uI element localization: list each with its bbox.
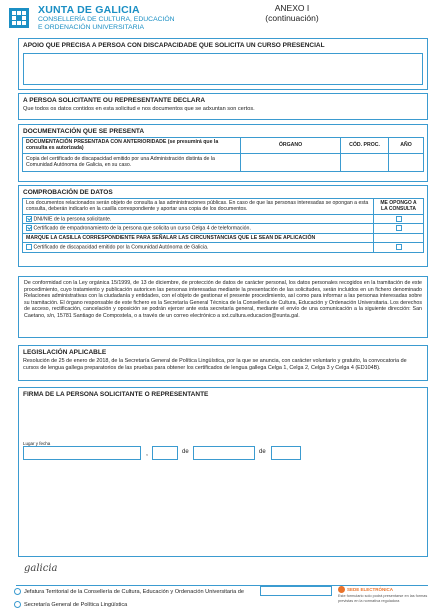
year-input[interactable]: [271, 446, 301, 460]
annex-title: ANEXO I: [274, 3, 310, 13]
declaration-section: [18, 93, 428, 120]
recipient-label: Secretaría General de Política Lingüística: [24, 601, 128, 608]
recipient-option-2[interactable]: [14, 601, 127, 608]
oppose-cell: [374, 243, 424, 253]
doc-organ-cell[interactable]: [241, 153, 341, 171]
documentation-table: [22, 137, 424, 172]
data-check-intro: Los documentos relacionados serán objeto de consulta a las administraciones públicas. En caso de que las personas interesadas se opongan a esta consulta, deberán indicarlo en la casilla correspondiente y aportar una copia de los documentos.: [23, 199, 374, 215]
circumstance-item: [23, 243, 374, 253]
recipient-option-1[interactable]: [14, 588, 244, 595]
circumstances-title: MARQUE LA CASILLA CORRESPONDIENTE PARA SEÑALAR LAS CIRCUNSTANCIAS QUE LE SEAN DE APLICACIÓN: [23, 233, 374, 242]
doc-header-year: AÑO: [389, 138, 424, 154]
declaration-text: Que todos os datos contidos en esta solicitud e nos documentos que se adxuntan son certos.: [23, 106, 255, 112]
de-separator: de: [259, 449, 266, 455]
privacy-section: [18, 276, 428, 338]
circumstance-checkbox[interactable]: [26, 244, 32, 250]
disability-support-section: [18, 38, 428, 90]
brand-block: [38, 4, 175, 31]
department-line-1: CONSELLERÍA DE CULTURA, EDUCACIÓN: [38, 16, 175, 23]
section-title: DOCUMENTACIÓN QUE SE PRESENTA: [23, 128, 145, 135]
recipient-label: Jefatura Territorial de la Consellería de Cultura, Educación y Ordenación Universitaria de: [24, 588, 245, 595]
oppose-checkbox-disability[interactable]: [396, 244, 402, 250]
data-check-item-label: DNI/NIE de la persona solicitante.: [33, 215, 112, 222]
section-title: APOIO QUE PRECISA A PERSOA CON DISCAPACIDADE QUE SOLICITA UN CURSO PRESENCIAL: [23, 42, 325, 49]
data-check-item-label: Certificado de empadronamiento de la persona que solicita un curso Celga 4 de teleformación.: [33, 225, 251, 232]
legislation-text: Resolución de 25 de enero de 2018, de la Secretaría General de Política Lingüística, por la que se anuncia, con carácter voluntario y gratuito, la convocatoria de cursos de lengua gallega preparatorios de las pruebas para obtener los certificados de lengua gallega Celga 1, Celga 2, Celga 3 y Celga 4 (ED104B).: [23, 358, 407, 371]
oppose-checkbox-empadronamiento[interactable]: [396, 225, 402, 231]
checked-checkbox[interactable]: [26, 216, 32, 222]
oppose-cell: [374, 214, 424, 224]
comma-separator: ,: [146, 450, 148, 457]
doc-header-organ: ÓRGANO: [241, 138, 341, 154]
checked-checkbox[interactable]: [26, 225, 32, 231]
signature-section: [18, 387, 428, 557]
section-title: COMPROBACIÓN DE DATOS: [23, 189, 113, 196]
day-input[interactable]: [152, 446, 178, 460]
territorial-head-input[interactable]: [260, 586, 332, 596]
disability-support-input[interactable]: [23, 53, 423, 85]
electronic-office-block: [338, 586, 434, 603]
section-title: FIRMA DE LA PERSONA SOLICITANTE O REPRESENTANTE: [23, 391, 209, 398]
xunta-crest-icon: [8, 6, 30, 30]
electronic-office-title: SEDE ELECTRÓNICA: [347, 587, 394, 592]
galicia-logo: galicia: [24, 563, 58, 574]
doc-row-label: Copia del certificado de discapacidad emitido por una Administración distinta de la Comunidad Autónoma de Galicia, en su caso.: [23, 153, 241, 171]
doc-header-proc-code: CÓD. PROC.: [341, 138, 389, 154]
legislation-section: [18, 345, 428, 381]
recipient-radio-2[interactable]: [14, 601, 21, 608]
oppose-header: ME OPONGO A LA CONSULTA: [374, 199, 424, 215]
oppose-checkbox-dni[interactable]: [396, 216, 402, 222]
doc-header-previous: DOCUMENTACIÓN PRESENTADA CON ANTERIORIDADE (se presumirá que la consulta es autorizada): [23, 138, 241, 154]
data-check-item: [23, 214, 374, 224]
section-title: A PERSOA SOLICITANTE OU REPRESENTANTE DECLARA: [23, 97, 206, 104]
doc-proc-code-cell[interactable]: [341, 153, 389, 171]
place-input[interactable]: [23, 446, 141, 460]
circumstance-label: Certificado de discapacidad emitido por la Comunidad Autónoma de Galicia.: [33, 244, 209, 251]
documentation-section: [18, 124, 428, 182]
brand-name: XUNTA DE GALICIA: [38, 4, 140, 16]
data-check-table: [22, 198, 424, 253]
sede-logo-icon: [338, 586, 345, 593]
data-check-section: [18, 185, 428, 267]
annex-subtitle: (continuación): [265, 13, 319, 23]
section-title: LEGISLACIÓN APLICABLE: [23, 349, 107, 356]
annex-heading: [252, 3, 332, 23]
recipient-radio-1[interactable]: [14, 588, 21, 595]
empty-cell: [374, 233, 424, 242]
data-check-item: [23, 224, 374, 234]
privacy-text: De conformidad con la Ley orgánica 15/1999, de 13 de diciembre, de protección de datos de carácter personal, los datos personales recogidos en la tramitación de este procedimiento, cuyo tratamiento y publicación autoricen las personas interesadas mediante la presentación de las solicitudes, serán incluidos en un fichero denominado Relaciones administrativas con la ciudadanía y entidades, con el objeto de gestionar el presente procedimiento, así como para informar a las personas interesadas sobre su tramitación. El órgano responsable de este fichero es la Secretaría General Técnica de la Consellería de Cultura, Educación y Ordenación Universitaria. Los derechos de acceso, rectificación, cancelación y oposición se podrán ejercer ante esta secretaría general, mediante el envío de una comunicación a la siguiente dirección: San Caetano, s/n, 15781 Santiago de Compostela, o a través de un correo electrónico a sxt.cultura.educacion@xunta.gal.: [24, 280, 422, 319]
electronic-office-note: Este formulario solo podrá presentarse en las formas previstas en la normativa reguladora: [338, 594, 428, 603]
oppose-cell: [374, 224, 424, 234]
month-input[interactable]: [193, 446, 255, 460]
de-separator: de: [182, 449, 189, 455]
doc-year-cell[interactable]: [389, 153, 424, 171]
place-date-label: Lugar y fecha: [23, 441, 51, 446]
department-line-2: E ORDENACIÓN UNIVERSITARIA: [38, 23, 144, 31]
